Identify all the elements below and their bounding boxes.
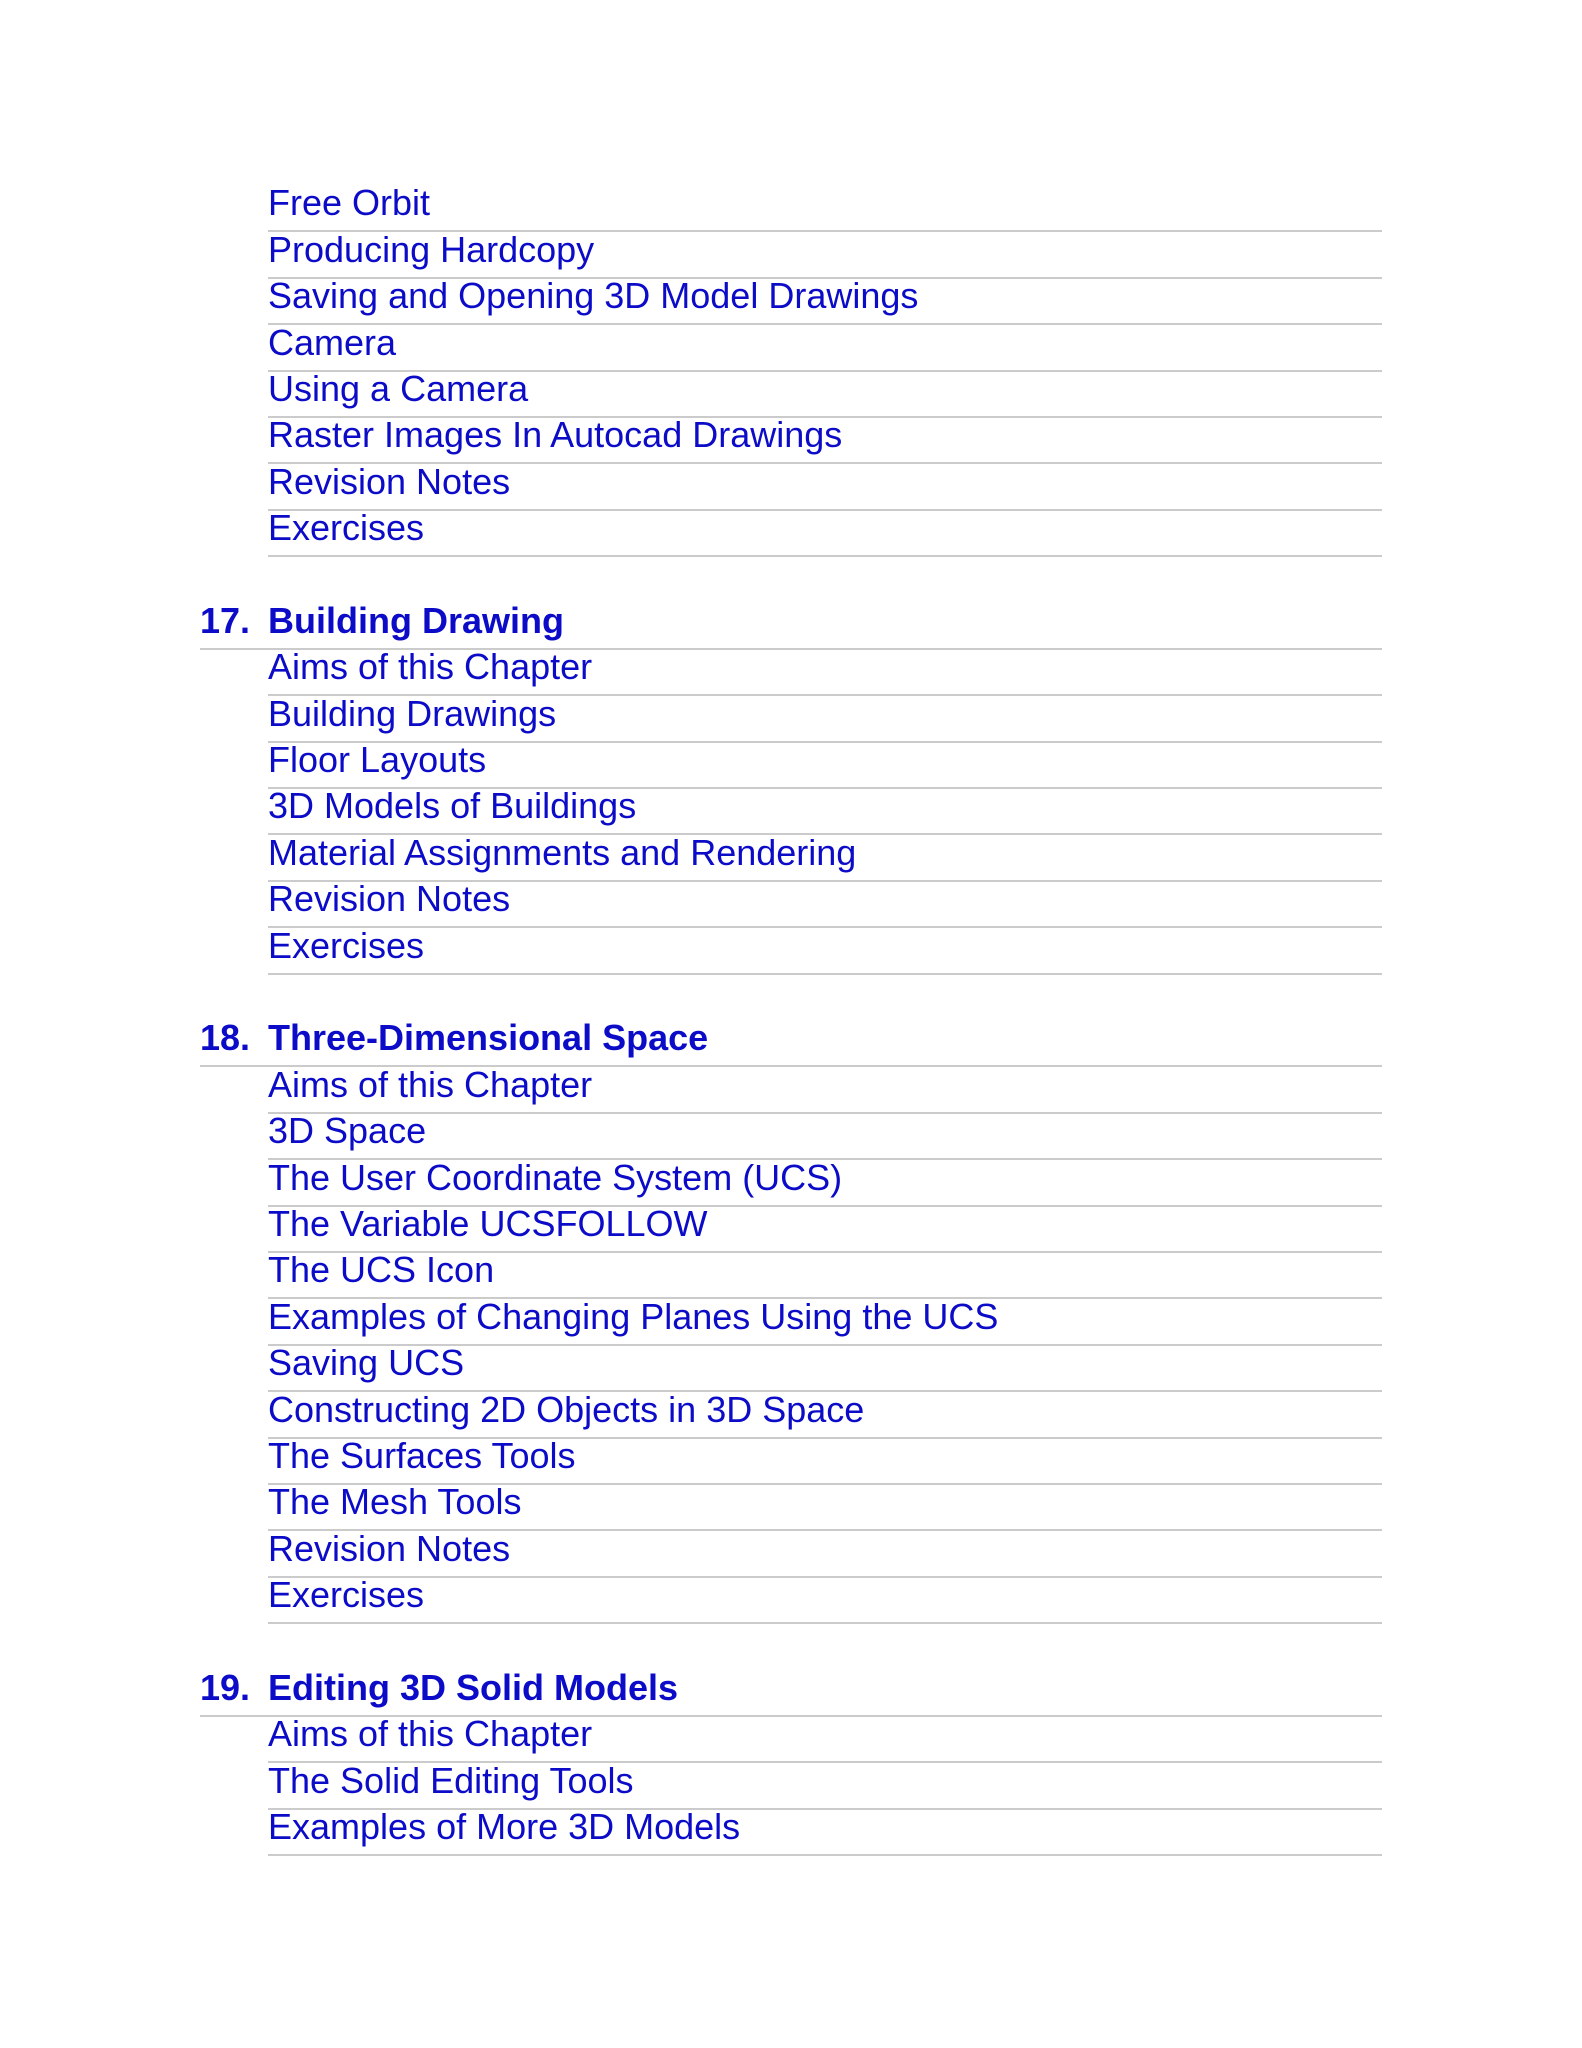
toc-entry-label[interactable]: Building Drawings [268, 692, 557, 734]
toc-entry[interactable] [268, 1342, 1382, 1392]
toc-entry[interactable] [268, 1527, 1382, 1577]
toc-entry[interactable] [268, 785, 1382, 835]
toc-entry-label[interactable]: The UCS Icon [268, 1249, 495, 1291]
toc-entry-label[interactable]: Revision Notes [268, 460, 511, 502]
toc-entry-label[interactable]: Revision Notes [268, 878, 511, 920]
toc-entry-label[interactable]: Camera [268, 321, 397, 363]
toc-entry[interactable] [268, 739, 1382, 789]
chapter-number: 17. [200, 599, 251, 641]
toc-entry[interactable] [268, 1202, 1382, 1253]
chapter-heading[interactable] [200, 599, 1382, 650]
toc-entry-free-orbit[interactable] [268, 182, 1382, 232]
chapter-title[interactable]: Building Drawing [268, 599, 564, 641]
chapter-16-continued [200, 182, 1382, 557]
chapter-19 [200, 1666, 1382, 1857]
chapter-heading[interactable] [200, 1666, 1382, 1717]
toc-entry-raster-images[interactable] [268, 414, 1382, 464]
toc-entry-label[interactable]: The Variable UCSFOLLOW [268, 1202, 708, 1244]
chapter-title[interactable]: Three-Dimensional Space [268, 1017, 709, 1059]
toc-entry-label[interactable]: Examples of Changing Planes Using the UCS [268, 1295, 999, 1337]
toc-entry[interactable] [268, 1759, 1382, 1809]
toc-entry[interactable] [268, 831, 1382, 881]
toc-entry-using-a-camera[interactable] [268, 367, 1382, 418]
toc-entry-label[interactable]: Saving and Opening 3D Model Drawings [268, 275, 919, 317]
toc-entry[interactable] [268, 1388, 1382, 1438]
toc-entry[interactable] [268, 646, 1382, 696]
toc-entry-label[interactable]: Aims of this Chapter [268, 646, 593, 688]
toc-entry-producing-hardcopy[interactable] [268, 228, 1382, 278]
toc-entry[interactable] [268, 1806, 1382, 1856]
toc-entry[interactable] [268, 1295, 1382, 1345]
toc-entry[interactable] [268, 1574, 1382, 1624]
toc-entry-label[interactable]: Aims of this Chapter [268, 1063, 593, 1105]
toc-entry[interactable] [268, 1713, 1382, 1763]
toc-entry-label[interactable]: Floor Layouts [268, 739, 487, 781]
chapter-18 [200, 1017, 1382, 1624]
toc-entry[interactable] [268, 1063, 1382, 1113]
chapter-heading[interactable] [200, 1017, 1382, 1067]
section-spacer [200, 975, 1382, 1021]
toc-entry-label[interactable]: Examples of More 3D Models [268, 1806, 741, 1848]
toc-entry-label[interactable]: 3D Space [268, 1110, 427, 1152]
toc-entry[interactable] [268, 878, 1382, 928]
toc-entry-label[interactable]: Exercises [268, 1574, 425, 1616]
toc-entry-camera[interactable] [268, 321, 1382, 371]
toc-entry-label[interactable]: The Surfaces Tools [268, 1434, 576, 1476]
chapter-number: 19. [200, 1666, 251, 1708]
toc-entry-label[interactable]: 3D Models of Buildings [268, 785, 637, 827]
toc-entry[interactable] [268, 1481, 1382, 1531]
toc-entry[interactable] [268, 1156, 1382, 1206]
toc-entry[interactable] [268, 1249, 1382, 1299]
toc-entry-revision-notes[interactable] [268, 460, 1382, 510]
section-spacer [200, 557, 1382, 603]
toc-entry-label[interactable]: Aims of this Chapter [268, 1713, 593, 1755]
toc-entry[interactable] [268, 1434, 1382, 1485]
toc-entry-label[interactable]: Material Assignments and Rendering [268, 831, 857, 873]
toc-entry-label[interactable]: Free Orbit [268, 182, 431, 224]
toc-entry-label[interactable]: Exercises [268, 507, 425, 549]
toc-entry[interactable] [268, 924, 1382, 974]
section-spacer [200, 1624, 1382, 1670]
toc-entry-label[interactable]: Raster Images In Autocad Drawings [268, 414, 843, 456]
toc-entry-label[interactable]: The User Coordinate System (UCS) [268, 1156, 843, 1198]
toc-entry-label[interactable]: The Solid Editing Tools [268, 1759, 634, 1801]
toc-entry-label[interactable]: Producing Hardcopy [268, 228, 595, 270]
toc-entry-label[interactable]: Exercises [268, 924, 425, 966]
toc-entry[interactable] [268, 692, 1382, 742]
toc-entry-label[interactable]: Revision Notes [268, 1527, 511, 1569]
chapter-number: 18. [200, 1017, 251, 1059]
toc-entry[interactable] [268, 1110, 1382, 1160]
chapter-title[interactable]: Editing 3D Solid Models [268, 1666, 679, 1708]
chapter-17 [200, 599, 1382, 975]
toc-entry-saving-and-opening[interactable] [268, 275, 1382, 325]
toc-entry-label[interactable]: Saving UCS [268, 1342, 465, 1384]
toc-entry-label[interactable]: Using a Camera [268, 367, 529, 409]
toc-entry-exercises[interactable] [268, 507, 1382, 557]
toc-entry-label[interactable]: The Mesh Tools [268, 1481, 522, 1523]
toc-entry-label[interactable]: Constructing 2D Objects in 3D Space [268, 1388, 865, 1430]
table-of-contents [200, 182, 1382, 1856]
